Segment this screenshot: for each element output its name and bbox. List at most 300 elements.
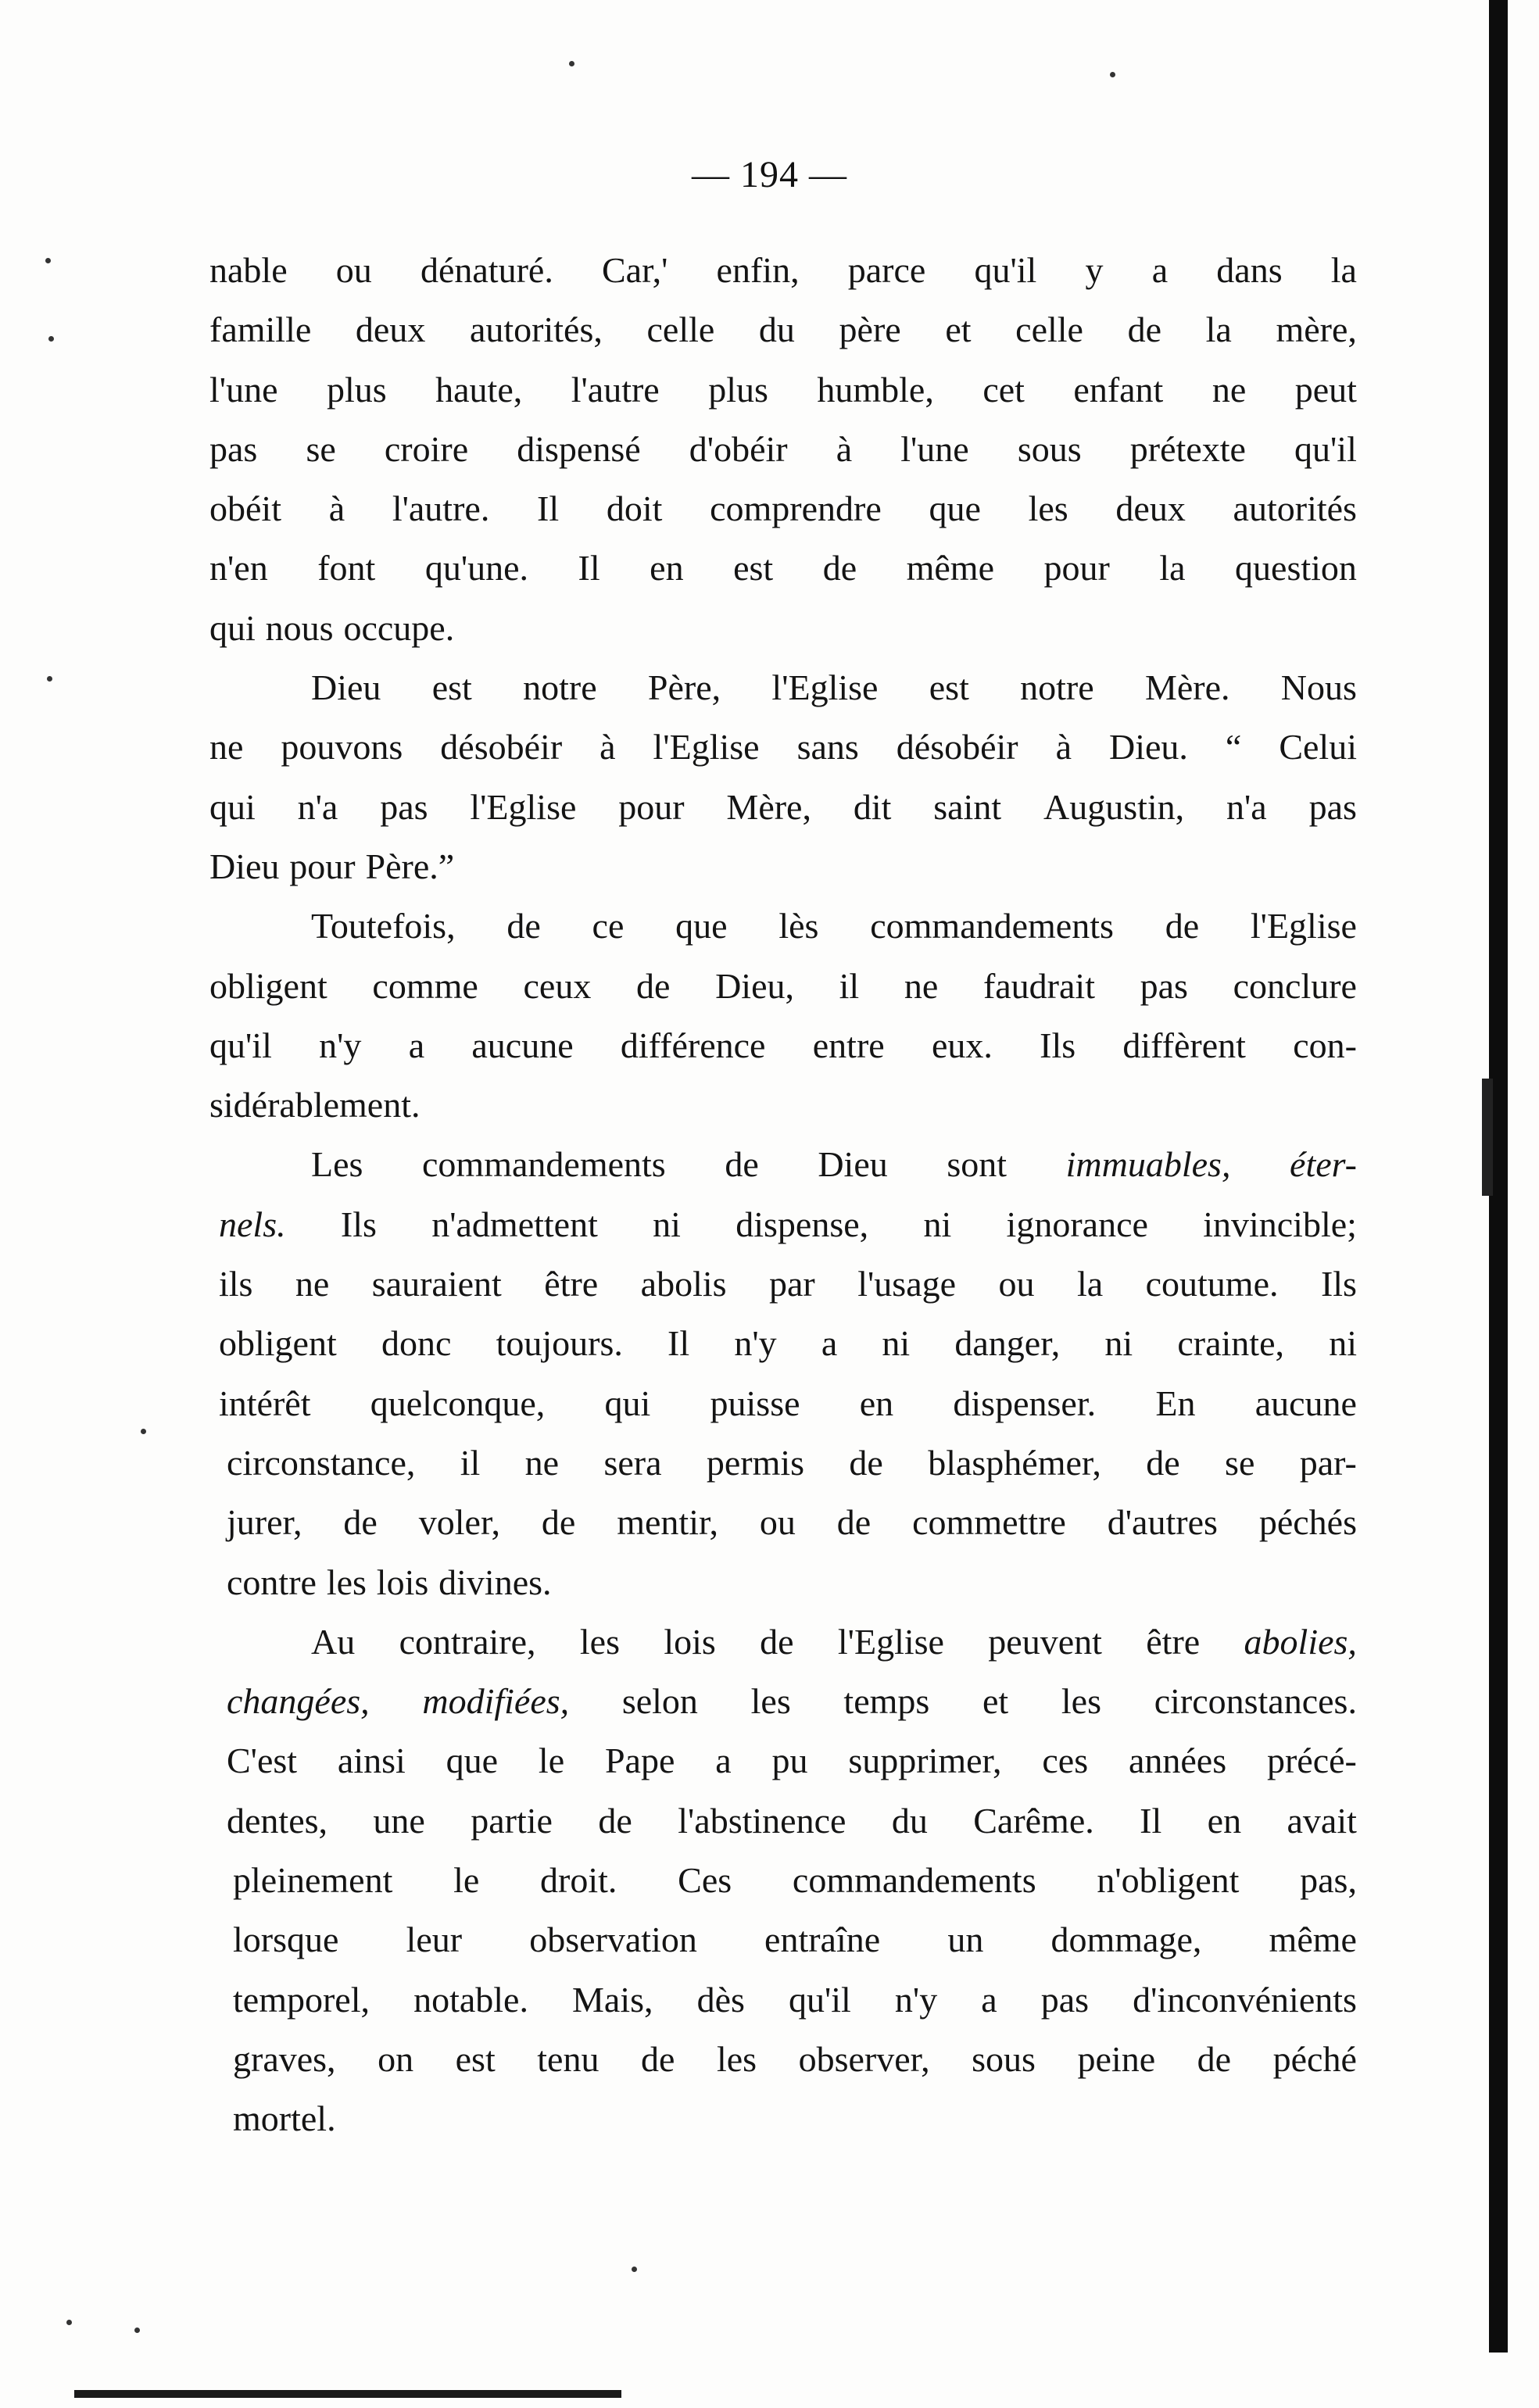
word: le xyxy=(538,1741,565,1781)
text-line xyxy=(209,778,1357,837)
word: invincible; xyxy=(1203,1204,1357,1244)
word: les xyxy=(579,1621,620,1662)
word: sous xyxy=(1017,428,1082,469)
word: mère, xyxy=(1276,309,1357,350)
word: désobéir xyxy=(440,727,563,767)
word: a xyxy=(1151,250,1169,290)
word: qu'il xyxy=(209,1025,272,1065)
text-line xyxy=(209,658,1357,717)
word: ni xyxy=(882,1323,911,1364)
word: “ xyxy=(1225,727,1242,767)
word: entre xyxy=(812,1025,885,1065)
word: Père.” xyxy=(365,846,455,886)
scan-speck xyxy=(1110,72,1115,77)
word: partie xyxy=(471,1800,553,1841)
word: sont xyxy=(947,1144,1008,1185)
word: il xyxy=(839,965,860,1006)
scan-speck xyxy=(569,61,574,66)
word: de xyxy=(506,906,541,946)
word: que xyxy=(446,1741,499,1781)
word: que xyxy=(675,906,728,946)
word: Pape xyxy=(604,1741,675,1781)
word: puisse xyxy=(710,1383,800,1423)
word: haute, xyxy=(435,369,523,410)
word: de xyxy=(641,2038,675,2079)
word: mentir, xyxy=(617,1502,718,1543)
word: Ils xyxy=(340,1204,377,1244)
word: cet xyxy=(982,369,1025,410)
word: notre xyxy=(523,667,597,708)
word: peut xyxy=(1294,369,1357,410)
word: ainsi xyxy=(337,1741,406,1781)
word: n'y xyxy=(734,1323,777,1364)
word: Car,' xyxy=(602,250,668,290)
text-line xyxy=(209,1553,1357,1612)
word: dénaturé. xyxy=(420,250,553,290)
word: en xyxy=(650,548,684,589)
word: Toutefois, xyxy=(311,906,456,946)
word: Celui xyxy=(1279,727,1357,767)
word: de xyxy=(725,1144,759,1185)
word: sidérablement. xyxy=(209,1085,421,1125)
word: qu'il xyxy=(788,1979,851,2020)
word: peuvent xyxy=(988,1621,1102,1662)
word: de xyxy=(598,1800,632,1841)
word: danger, xyxy=(954,1323,1061,1364)
word: conclure xyxy=(1233,965,1357,1006)
word: de xyxy=(1127,309,1162,350)
word: pas xyxy=(209,428,258,469)
word: aucune xyxy=(1254,1383,1357,1423)
word: abolies, xyxy=(1244,1621,1357,1662)
word: n'y xyxy=(319,1025,362,1065)
body-text xyxy=(209,241,1357,2149)
word: leur xyxy=(406,1920,463,1960)
word: enfant xyxy=(1073,369,1164,410)
word: d'inconvénients xyxy=(1133,1979,1357,2020)
word: qu'une. xyxy=(424,548,529,589)
word: l'Eglise xyxy=(470,786,577,827)
word: qui xyxy=(209,786,256,827)
word: péchés xyxy=(1258,1502,1357,1543)
word: les xyxy=(716,2038,757,2079)
word: l'Eglise xyxy=(837,1621,944,1662)
word: Père, xyxy=(647,667,721,708)
scan-speck xyxy=(66,2320,72,2325)
word: nels. xyxy=(219,1204,286,1244)
text-line xyxy=(209,2030,1357,2089)
text-line xyxy=(209,1075,1357,1135)
word: occupe. xyxy=(343,607,455,648)
word: aucune xyxy=(471,1025,574,1065)
word: immuables, xyxy=(1065,1144,1231,1185)
word: ni xyxy=(1329,1323,1357,1364)
word: éter- xyxy=(1290,1144,1357,1185)
word: question xyxy=(1235,548,1357,589)
scan-speck xyxy=(47,676,52,682)
word: de xyxy=(343,1502,378,1543)
word: de xyxy=(760,1621,794,1662)
word: pleinement xyxy=(233,1860,393,1901)
word: a xyxy=(821,1323,838,1364)
word: il xyxy=(460,1442,481,1483)
word: l'Eglise xyxy=(771,667,879,708)
scan-speck xyxy=(632,2267,637,2272)
word: notre xyxy=(1020,667,1094,708)
word: par xyxy=(769,1264,815,1304)
word: font xyxy=(317,548,376,589)
word: ou xyxy=(759,1502,796,1543)
word: Dieu. xyxy=(1109,727,1188,767)
word: celle xyxy=(646,309,715,350)
word: permis xyxy=(706,1442,805,1483)
word: qu'il xyxy=(1294,428,1357,469)
word: et xyxy=(945,309,972,350)
word: ceux xyxy=(523,965,592,1006)
word: C'est xyxy=(227,1741,298,1781)
word: con- xyxy=(1293,1025,1357,1065)
word: être xyxy=(1146,1621,1201,1662)
text-line xyxy=(209,896,1357,956)
word: Augustin, xyxy=(1043,786,1185,827)
scan-edge-mark xyxy=(1482,1079,1493,1196)
word: parce xyxy=(847,250,926,290)
word: pas xyxy=(1040,1979,1090,2020)
word: l'usage xyxy=(857,1264,957,1304)
text-line xyxy=(209,538,1357,598)
scan-speck xyxy=(141,1429,146,1434)
word: précé- xyxy=(1266,1741,1357,1781)
word: différence xyxy=(620,1025,766,1065)
word: abolis xyxy=(640,1264,727,1304)
word: selon xyxy=(621,1681,698,1722)
word: lorsque xyxy=(233,1920,339,1960)
text-line xyxy=(209,1493,1357,1552)
word: années xyxy=(1128,1741,1227,1781)
word: tenu xyxy=(537,2038,599,2079)
word: observer, xyxy=(798,2038,930,2079)
text-line xyxy=(209,479,1357,538)
word: dentes, xyxy=(227,1800,328,1841)
word: croire xyxy=(384,428,469,469)
text-line xyxy=(209,1195,1357,1254)
word: n'en xyxy=(209,548,268,589)
word: la xyxy=(1159,548,1186,589)
word: temporel, xyxy=(233,1979,370,2020)
word: à xyxy=(1055,727,1072,767)
word: par- xyxy=(1299,1442,1357,1483)
word: d'obéir xyxy=(689,428,788,469)
word: pour xyxy=(289,846,356,886)
word: entraîne xyxy=(764,1920,881,1960)
word: dit xyxy=(853,786,892,827)
word: qui xyxy=(209,607,256,648)
word: lès xyxy=(778,906,819,946)
word: commettre xyxy=(912,1502,1066,1543)
word: Il xyxy=(1140,1800,1162,1841)
word: la xyxy=(1205,309,1232,350)
word: Dieu, xyxy=(715,965,794,1006)
word: un xyxy=(947,1920,984,1960)
word: Mais, xyxy=(572,1979,653,2020)
word: jurer, xyxy=(227,1502,302,1543)
text-line xyxy=(209,1135,1357,1194)
word: nous xyxy=(265,607,334,648)
word: d'autres xyxy=(1107,1502,1218,1543)
word: Il xyxy=(537,488,560,529)
word: l'abstinence xyxy=(678,1800,846,1841)
word: qu'il xyxy=(974,250,1037,290)
text-line xyxy=(209,1016,1357,1075)
word: à xyxy=(328,488,345,529)
word: obligent xyxy=(219,1323,337,1364)
page-number: — 194 — xyxy=(692,154,847,195)
word: dommage, xyxy=(1050,1920,1202,1960)
word: de xyxy=(541,1502,576,1543)
word: sera xyxy=(603,1442,662,1483)
word: divines. xyxy=(438,1562,552,1602)
word: ils xyxy=(219,1264,253,1304)
text-line xyxy=(209,957,1357,1016)
word: pas xyxy=(380,786,428,827)
word: ni xyxy=(923,1204,952,1244)
word: contraire, xyxy=(399,1621,536,1662)
word: de xyxy=(1165,906,1200,946)
word: ces xyxy=(1042,1741,1089,1781)
word: lois xyxy=(376,1562,429,1602)
word: désobéir xyxy=(896,727,1018,767)
text-line xyxy=(209,1970,1357,2030)
word: de xyxy=(822,548,857,589)
word: a xyxy=(981,1979,997,2020)
text-line xyxy=(209,1612,1357,1672)
word: Dieu xyxy=(311,667,381,708)
word: pu xyxy=(771,1741,808,1781)
word: l'autre. xyxy=(392,488,490,529)
word: deux xyxy=(355,309,426,350)
word: l'une xyxy=(209,369,278,410)
word: dispense, xyxy=(735,1204,869,1244)
word: plus xyxy=(326,369,387,410)
word: pouvons xyxy=(281,727,403,767)
text-line xyxy=(209,1374,1357,1433)
word: commandements xyxy=(870,906,1114,946)
word: dispenser. xyxy=(953,1383,1097,1423)
word: crainte, xyxy=(1177,1323,1284,1364)
word: modifiées, xyxy=(422,1681,570,1722)
word: temps xyxy=(843,1681,930,1722)
text-line xyxy=(209,1910,1357,1970)
word: plus xyxy=(708,369,768,410)
text-line xyxy=(209,1731,1357,1791)
word: n'admettent xyxy=(431,1204,598,1244)
word: Ils xyxy=(1320,1264,1357,1304)
word: autorités, xyxy=(469,309,603,350)
word: deux xyxy=(1115,488,1186,529)
word: ni xyxy=(653,1204,681,1244)
word: sauraient xyxy=(371,1264,502,1304)
word: de xyxy=(1197,2038,1232,2079)
word: sans xyxy=(796,727,859,767)
text-line xyxy=(209,1314,1357,1373)
text-line xyxy=(209,420,1357,479)
word: Ces xyxy=(678,1860,732,1901)
text-line xyxy=(209,599,1357,658)
word: saint xyxy=(933,786,1002,827)
word: même xyxy=(1269,1920,1357,1960)
word: les xyxy=(1061,1681,1101,1722)
word: Il xyxy=(667,1323,690,1364)
scan-speck xyxy=(45,258,51,263)
word: comprendre xyxy=(710,488,882,529)
word: pour xyxy=(1043,548,1110,589)
word: de xyxy=(635,965,671,1006)
word: même xyxy=(906,548,995,589)
text-line xyxy=(209,360,1357,420)
word: pour xyxy=(618,786,685,827)
word: Carême. xyxy=(973,1800,1094,1841)
scan-speck xyxy=(134,2327,140,2333)
word: dispensé xyxy=(517,428,641,469)
text-line xyxy=(209,1433,1357,1493)
word: les xyxy=(326,1562,367,1602)
word: comme xyxy=(372,965,478,1006)
word: donc xyxy=(381,1323,452,1364)
word: ne xyxy=(295,1264,330,1304)
word: humble, xyxy=(817,369,934,410)
word: et xyxy=(982,1681,1009,1722)
word: circonstances. xyxy=(1154,1681,1357,1722)
word: l'Eglise xyxy=(1250,906,1357,946)
word: pas, xyxy=(1300,1860,1357,1901)
word: se xyxy=(306,428,336,469)
word: être xyxy=(544,1264,599,1304)
bottom-rule xyxy=(74,2390,621,2398)
word: Dieu xyxy=(209,846,280,886)
word: l'autre xyxy=(571,369,660,410)
word: commandements xyxy=(792,1860,1036,1901)
text-line xyxy=(209,1254,1357,1314)
word: ne xyxy=(1212,369,1247,410)
word: Il xyxy=(578,548,600,589)
word: n'obligent xyxy=(1097,1860,1240,1901)
word: Dieu xyxy=(818,1144,888,1185)
word: qui xyxy=(604,1383,651,1423)
word: est xyxy=(929,667,969,708)
text-line xyxy=(209,241,1357,300)
word: n'y xyxy=(894,1979,938,2020)
word: dès xyxy=(696,1979,745,2020)
word: mortel. xyxy=(233,2099,336,2139)
word: diffèrent xyxy=(1122,1025,1246,1065)
word: Mère. xyxy=(1144,667,1230,708)
text-line xyxy=(209,1851,1357,1910)
word: du xyxy=(891,1800,928,1841)
word: intérêt xyxy=(219,1383,311,1423)
word: Au xyxy=(311,1621,356,1662)
word: peine xyxy=(1077,2038,1156,2079)
word: la xyxy=(1330,250,1357,290)
word: en xyxy=(859,1383,894,1423)
word: blasphémer, xyxy=(928,1442,1101,1483)
word: famille xyxy=(209,309,312,350)
word: graves, xyxy=(233,2038,336,2079)
word: Nous xyxy=(1280,667,1357,708)
word: lois xyxy=(664,1621,716,1662)
word: de xyxy=(836,1502,872,1543)
word: autorités xyxy=(1233,488,1357,529)
word: ne xyxy=(904,965,939,1006)
word: n'a xyxy=(1226,786,1267,827)
word: avait xyxy=(1287,1800,1357,1841)
word: de xyxy=(849,1442,883,1483)
word: est xyxy=(733,548,774,589)
word: ni xyxy=(1104,1323,1133,1364)
word: supprimer, xyxy=(848,1741,1002,1781)
word: l'une xyxy=(900,428,969,469)
word: celle xyxy=(1015,309,1083,350)
text-line xyxy=(209,300,1357,360)
word: père xyxy=(839,309,901,350)
word: voler, xyxy=(418,1502,500,1543)
text-line xyxy=(209,717,1357,777)
word: le xyxy=(453,1860,480,1901)
word: sous xyxy=(972,2038,1036,2079)
word: Mère, xyxy=(726,786,811,827)
word: enfin, xyxy=(716,250,800,290)
word: quelconque, xyxy=(370,1383,546,1423)
word: est xyxy=(455,2038,496,2079)
word: y xyxy=(1085,250,1104,290)
word: toujours. xyxy=(496,1323,623,1364)
word: nable xyxy=(209,250,288,290)
word: dans xyxy=(1216,250,1283,290)
word: on xyxy=(378,2038,414,2079)
word: ne xyxy=(209,727,244,767)
word: ou xyxy=(335,250,372,290)
word: pas xyxy=(1308,786,1357,827)
word: n'a xyxy=(297,786,338,827)
word: Ils xyxy=(1040,1025,1076,1065)
word: contre xyxy=(227,1562,317,1602)
word: péché xyxy=(1272,2038,1357,2079)
word: une xyxy=(373,1800,425,1841)
word: commandements xyxy=(422,1144,666,1185)
word: coutume. xyxy=(1145,1264,1279,1304)
word: eux. xyxy=(931,1025,993,1065)
scan-speck xyxy=(48,336,54,342)
word: à xyxy=(599,727,616,767)
word: doit xyxy=(606,488,663,529)
word: observation xyxy=(529,1920,697,1960)
word: obligent xyxy=(209,965,327,1006)
word: changées, xyxy=(227,1681,370,1722)
word: ne xyxy=(524,1442,560,1483)
text-line xyxy=(209,837,1357,896)
word: droit. xyxy=(540,1860,617,1901)
word: notable. xyxy=(413,1979,528,2020)
word: est xyxy=(431,667,472,708)
word: ou xyxy=(998,1264,1035,1304)
word: la xyxy=(1076,1264,1104,1304)
word: que xyxy=(929,488,981,529)
word: les xyxy=(750,1681,791,1722)
text-line xyxy=(209,1672,1357,1731)
word: faudrait xyxy=(982,965,1095,1006)
word: ignorance xyxy=(1006,1204,1148,1244)
word: prétexte xyxy=(1129,428,1246,469)
word: a xyxy=(715,1741,732,1781)
